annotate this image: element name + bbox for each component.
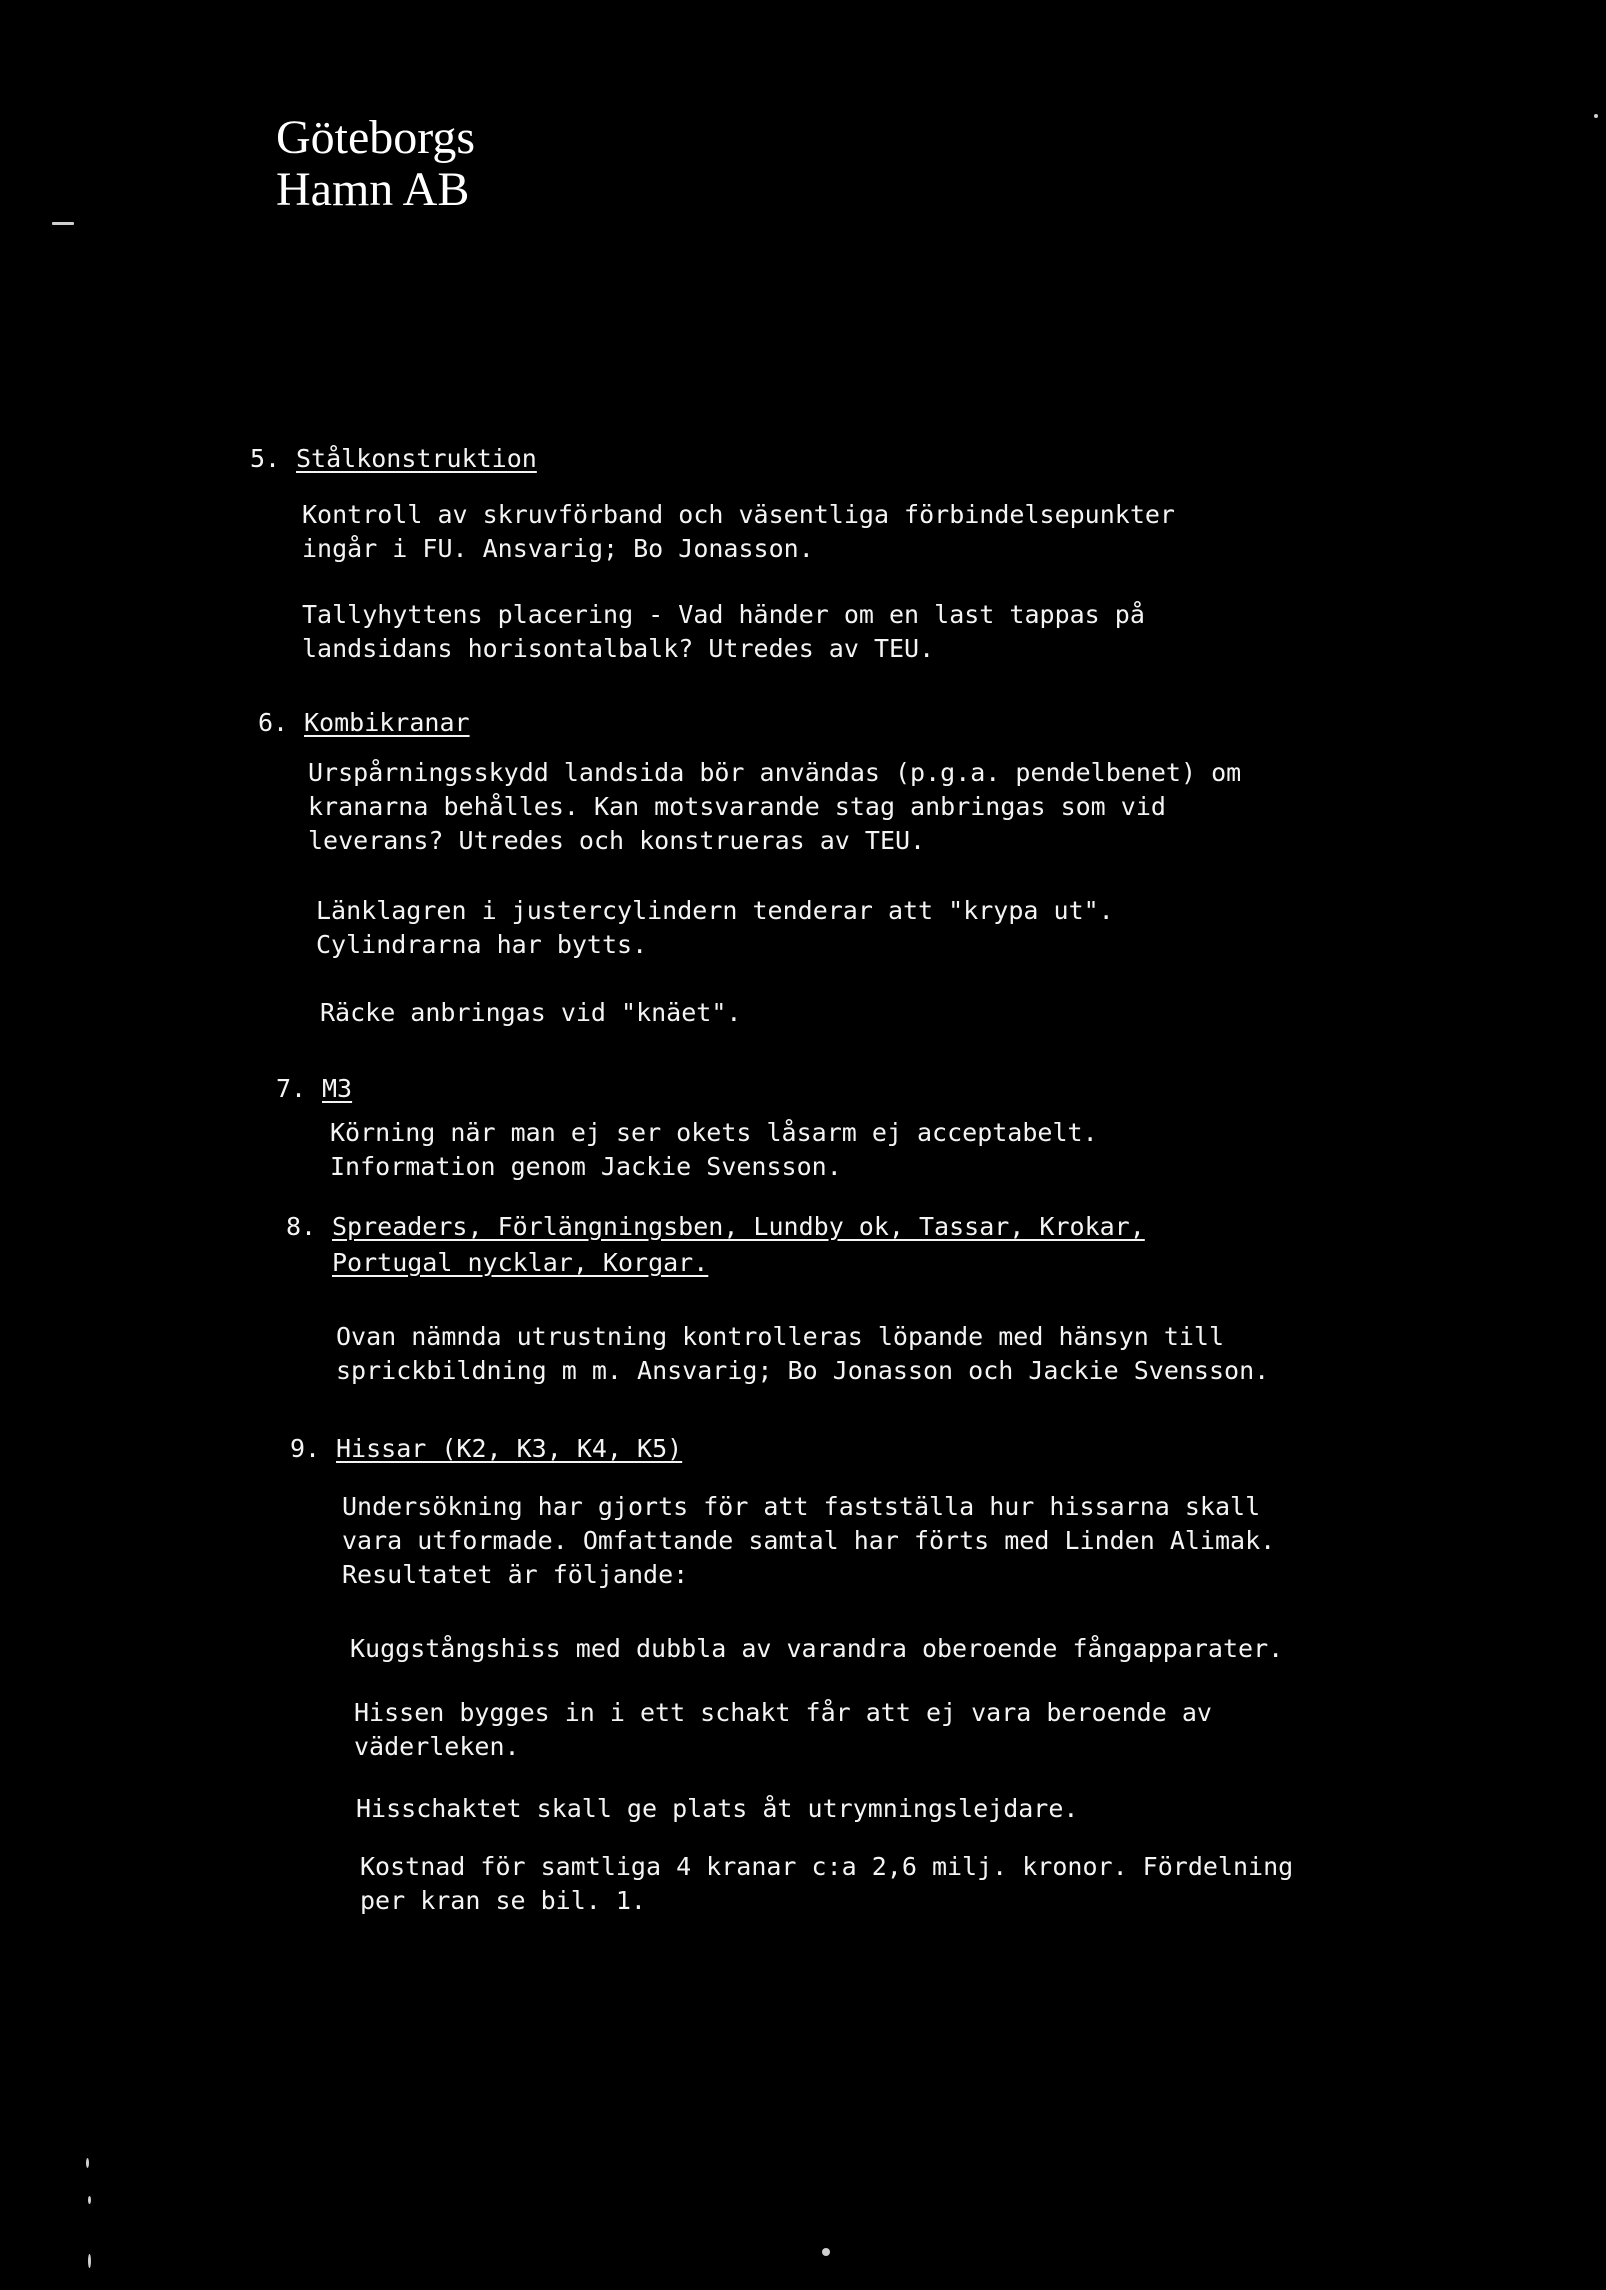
section-9-paragraph-3	[354, 1696, 1212, 1764]
text-line: Räcke anbringas vid "knäet".	[320, 998, 742, 1027]
text-line: Hissen bygges in i ett schakt får att ej vara beroende av	[354, 1698, 1212, 1727]
section-6-paragraph-3	[320, 996, 741, 1030]
text-line: vara utformade. Omfattande samtal har förts med Linden Alimak.	[342, 1526, 1276, 1555]
section-5-paragraph-1	[302, 498, 1175, 566]
section-8-heading	[286, 1210, 1145, 1244]
section-6-paragraph-2	[316, 894, 1114, 962]
scan-mark	[52, 222, 74, 225]
text-line: leverans? Utredes och konstrueras av TEU.	[308, 826, 926, 855]
section-5-heading	[250, 442, 537, 476]
text-line: Information genom Jackie Svensson.	[330, 1152, 842, 1181]
text-line: Hisschaktet skall ge plats åt utrymningslejdare.	[356, 1794, 1079, 1823]
section-number: 9.	[290, 1434, 321, 1463]
section-7-paragraph-1	[330, 1116, 1098, 1184]
scan-speck	[88, 2254, 91, 2268]
text-line: Tallyhyttens placering - Vad händer om en last tappas på	[302, 600, 1145, 629]
text-line: sprickbildning m m. Ansvarig; Bo Jonasson och Jackie Svensson.	[336, 1356, 1270, 1385]
section-5-paragraph-2	[302, 598, 1145, 666]
text-line: Körning när man ej ser okets låsarm ej acceptabelt.	[330, 1118, 1098, 1147]
section-8-paragraph-1	[336, 1320, 1269, 1388]
section-number: 5.	[250, 444, 281, 473]
letterhead-line-2: Hamn AB	[276, 163, 470, 216]
section-9-paragraph-4	[356, 1792, 1078, 1826]
text-line: Länklagren i justercylindern tenderar att "krypa ut".	[316, 896, 1114, 925]
section-number: 7.	[276, 1074, 307, 1103]
text-line: Cylindrarna har bytts.	[316, 930, 648, 959]
section-6-paragraph-1	[308, 756, 1241, 858]
section-9-paragraph-5	[360, 1850, 1293, 1918]
text-line: landsidans horisontalbalk? Utredes av TEU.	[302, 634, 935, 663]
section-9-heading	[290, 1432, 682, 1466]
text-line: per kran se bil. 1.	[360, 1886, 646, 1915]
section-title-continued: Portugal nycklar, Korgar.	[332, 1248, 709, 1277]
section-title: Stålkonstruktion	[296, 444, 537, 473]
letterhead-line-1: Göteborgs	[276, 111, 476, 164]
section-number: 8.	[286, 1212, 317, 1241]
text-line: Urspårningsskydd landsida bör användas (p.g.a. pendelbenet) om	[308, 758, 1242, 787]
section-number: 6.	[258, 708, 289, 737]
section-title: Spreaders, Förlängningsben, Lundby ok, Tassar, Krokar,	[332, 1212, 1145, 1241]
text-line: väderleken.	[354, 1732, 520, 1761]
text-line: Ovan nämnda utrustning kontrolleras löpande med hänsyn till	[336, 1322, 1225, 1351]
section-9-paragraph-2	[350, 1632, 1283, 1666]
text-line: Resultatet är följande:	[342, 1560, 689, 1589]
scan-speck	[822, 2248, 830, 2256]
scan-speck	[1594, 114, 1598, 118]
section-title: M3	[322, 1074, 353, 1103]
scan-speck	[88, 2196, 91, 2204]
text-line: Kostnad för samtliga 4 kranar c:a 2,6 milj. kronor. Fördelning	[360, 1852, 1294, 1881]
text-line: ingår i FU. Ansvarig; Bo Jonasson.	[302, 534, 814, 563]
section-6-heading	[258, 706, 470, 740]
text-line: kranarna behålles. Kan motsvarande stag anbringas som vid	[308, 792, 1166, 821]
section-8-heading-continued	[332, 1246, 708, 1280]
section-title: Hissar (K2, K3, K4, K5)	[336, 1434, 683, 1463]
letterhead-logo	[276, 112, 475, 216]
text-line: Kontroll av skruvförband och väsentliga förbindelsepunkter	[302, 500, 1175, 529]
text-line: Kuggstångshiss med dubbla av varandra oberoende fångapparater.	[350, 1634, 1284, 1663]
scan-speck	[86, 2158, 89, 2168]
section-7-heading	[276, 1072, 352, 1106]
text-line: Undersökning har gjorts för att fastställa hur hissarna skall	[342, 1492, 1261, 1521]
section-title: Kombikranar	[304, 708, 470, 737]
section-9-paragraph-1	[342, 1490, 1275, 1592]
